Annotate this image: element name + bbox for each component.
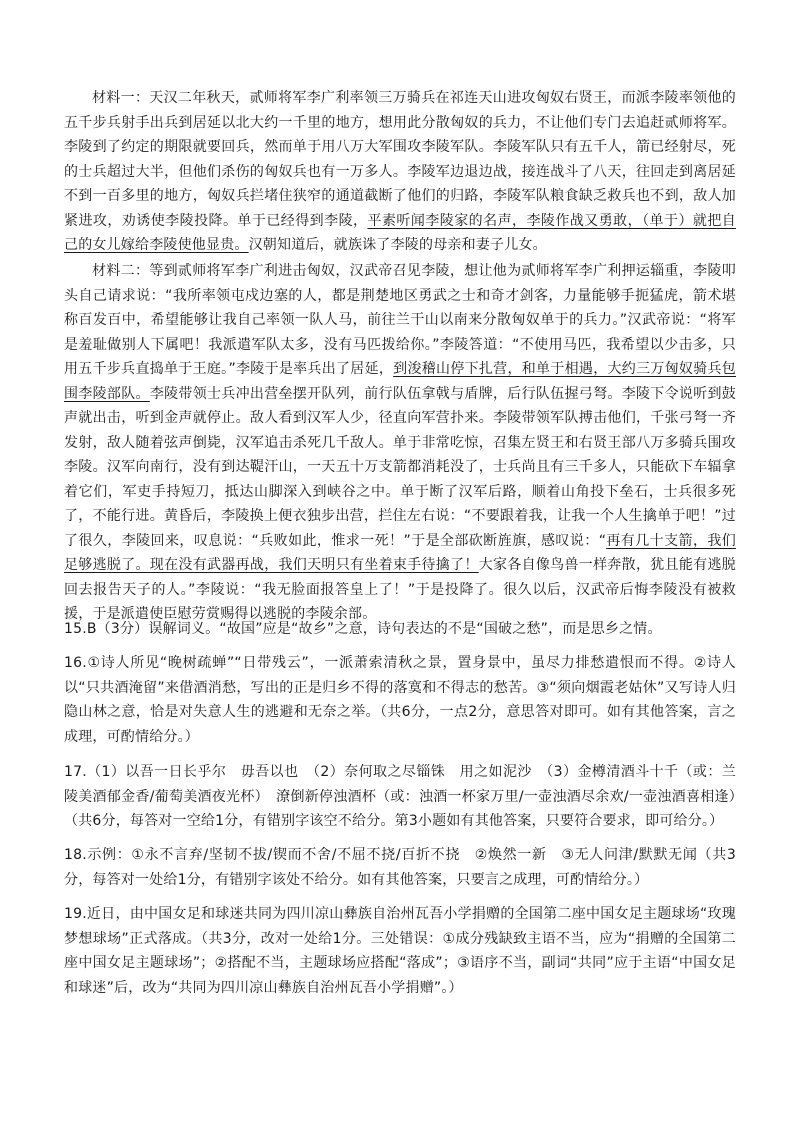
answer-17: 17.（1）以吾一日长乎尔 毋吾以也 （2）奈何取之尽锱铢 用之如泥沙 （3）金樽清酒斗十千（或：兰陵美酒郁金香/葡萄美酒夜光杯） 潦倒新停浊酒杯（或：浊酒一杯家万里/一壶浊酒尽余欢/一壶浊酒喜相逢）（共6分，每答对一空给1分，有错别字该空不给分。第3小题如有其他答案，只要符合要求，即可给分。） <box>64 764 736 829</box>
material-one-text: 材料一：天汉二年秋天，贰师将军李广利率领三万骑兵在祁连天山进攻匈奴右贤王，而派李陵率领他的五千步兵射手出兵到居延以北大约一千里的地方，想用此分散匈奴的兵力，不让他们专门去追赶贰师将军。李陵到了约定的期限就要回兵，然而单于用八万大军围攻李陵军队。李陵军队只有五千人，箭已经射尽，死的士兵超过大半，但他们杀伤的匈奴兵也有一万多人。李陵军边退边战，接连战斗了八天，往回走到离居延不到一百多里的地方，匈奴兵拦堵住狭窄的通道截断了他们的归路，李陵军队粮食缺乏救兵也不到，敌人加紧进攻，劝诱使李陵投降。单于已经得到李陵， <box>64 90 736 229</box>
answer-18: 18.示例：①永不言弃/坚韧不拔/锲而不舍/不屈不挠/百折不挠 ②焕然一新 ③无人问津/默默无闻（共3分，每答对一处给1分，有错别字该处不给分。如有其他答案，只要言之成理，可酌情给分。） <box>64 847 736 888</box>
material-two-underlined-sentence-2: 再有几十支箭，我们足够逃脱了。现在没有武器再战，我们天明只有坐着束手待擒了！ <box>64 532 736 573</box>
material-one-text-end: 汉朝知道后，就族诛了李陵的母亲和妻子儿女。 <box>248 237 547 253</box>
answer-15: 15.B（3分）误解词义。“故国”应是“故乡”之意，诗句表达的不是“国破之愁”，而是思乡之情。 <box>64 621 662 637</box>
material-one-paragraph <box>64 86 736 258</box>
material-two-text: 材料二：等到贰师将军李广利进击匈奴，汉武帝召见李陵，想让他为贰师将军李广利押运辎重，李陵叩头自己请求说：“我所率领屯戍边塞的人，都是荆楚地区勇武之士和奇才剑客，力量能够手扼猛虎，箭术堪称百发百中，希望能够让我自己率领一队人马，前往兰干山以南来分散匈奴单于的兵力。”汉武帝说：“将军是羞耻做别人下属吧！我派遣军队太多，没有马匹拨给你。”李陵答道：“不使用马匹，我希望以少击多，只用五千步兵直捣单于王庭。”李陵于是率兵出了居延， <box>64 263 736 377</box>
material-two-paragraph <box>64 259 736 627</box>
material-two-underlined-sentence-1: 到浚稽山停下扎营，和单于相遇，大约三万匈奴骑兵包围李陵部队。 <box>64 361 736 402</box>
material-two-text-end: 大家各自像鸟兽一样奔散，犹且能有逃脱回去报告天子的人。”李陵说：“我无脸面报答皇上了！”于是投降了。很久以后，汉武帝后悔李陵没有被救援，于是派遣使臣慰劳赏赐得以逃脱的李陵余部。 <box>64 557 736 622</box>
answer-16: 16.①诗人所见“晚树疏蝉”“日带残云”，一派萧索清秋之景，置身景中，虽尽力排愁遣恨而不得。②诗人以“只共酒淹留”来借酒消愁，写出的正是归乡不得的落寞和不得志的愁苦。③“须向烟霞老姑休”又写诗人归隐山林之意，恰是对失意人生的逃避和无奈之举。（共6分，一点2分，意思答对即可。如有其他答案，言之成理，可酌情给分。） <box>64 655 736 745</box>
material-one-underlined-sentence: 平素听闻李陵家的名声，李陵作战又勇敢，（单于）就把自己的女儿嫁给李陵使他显贵。 <box>64 212 736 253</box>
material-two-text-middle: 李陵带领士兵冲出营垒摆开队列，前行队伍拿戟与盾牌，后行队伍握弓弩。李陵下令说听到鼓声就出击，听到金声就停止。敌人看到汉军人少，径直向军营扑来。李陵带领军队搏击他们，千张弓弩一齐发射，敌人随着弦声倒毙，汉军追击杀死几千敌人。单于非常吃惊，召集左贤王和右贤王部八万多骑兵围攻李陵。汉军向南行，没有到达鞮汗山，一天五十万支箭都消耗没了，士兵尚且有三千多人，只能砍下车辐拿着它们，军吏手持短刀，抵达山脚深入到峡谷之中。单于断了汉军后路，顺着山角投下垒石，士兵很多死了，不能行进。黄昏后，李陵换上便衣独步出营，拦住左右说：“不要跟着我，让我一个人生擒单于吧！”过了很久，李陵回来，叹息说：“兵败如此，惟求一死！”于是全部砍断旌旗，感叹说：“ <box>64 385 737 549</box>
answer-19: 19.近日，由中国女足和球迷共同为四川凉山彝族自治州瓦吾小学捐赠的全国第二座中国女足主题球场“玫瑰梦想球场”正式落成。（共3分，改对一处给1分。三处错误：①成分残缺致主语不当，应为“捐赠的全国第二座中国女足主题球场”；②搭配不当，主题球场应搭配“落成”；③语序不当，副词“共同”应于主语“中国女足和球迷”后，改为“共同为四川凉山彝族自治州瓦吾小学捐赠”。） <box>64 906 736 996</box>
